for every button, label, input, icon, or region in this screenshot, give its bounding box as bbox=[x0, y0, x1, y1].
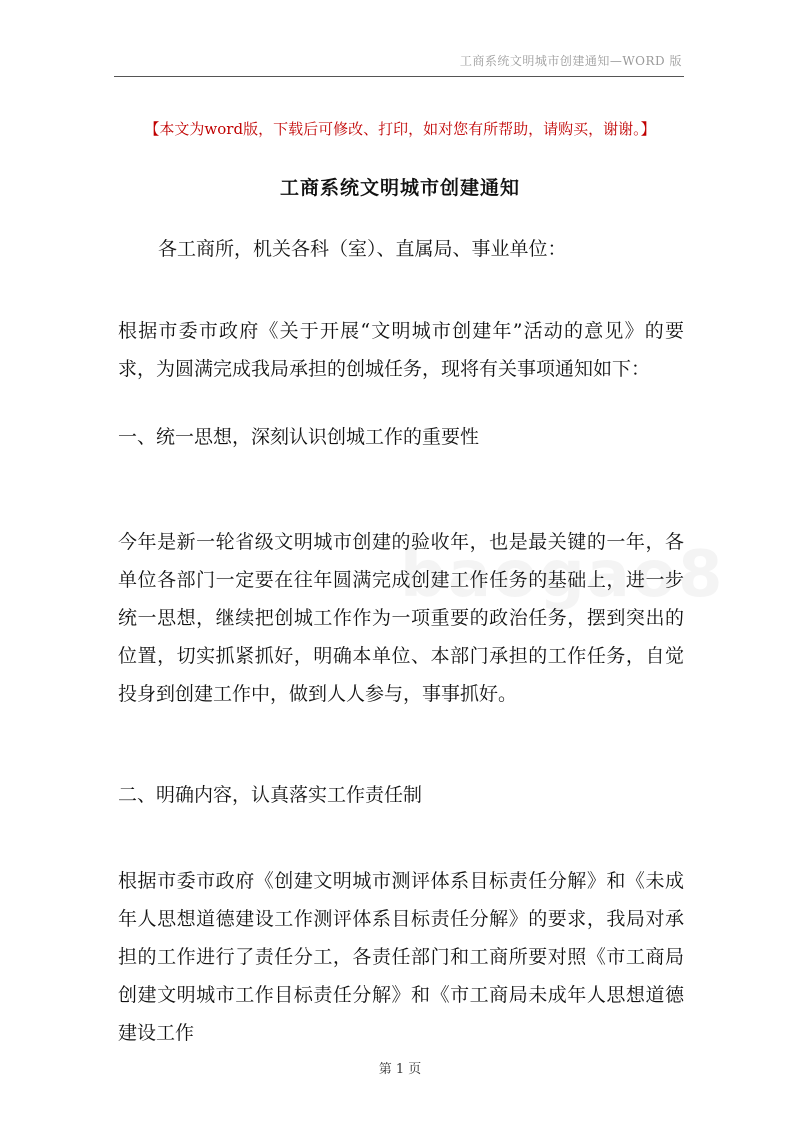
paragraph-section-2: 根据市委市政府《创建文明城市测评体系目标责任分解》和《未成年人思想道德建设工作测评体系目标责任分解》的要求，我局对承担的工作进行了责任分工，各责任部门和工商所要对照《市工商局创建文明城市工作目标责任分解》和《市工商局未成年人思想道德建设工作 bbox=[118, 870, 684, 1044]
document-title: 工商系统文明城市创建通知 bbox=[279, 177, 520, 199]
paragraph-intro: 根据市委市政府《关于开展“文明城市创建年”活动的意见》的要求，为圆满完成我局承担的创城任务，现将有关事项通知如下： bbox=[118, 320, 684, 380]
section-heading-2: 二、明确内容，认真落实工作责任制 bbox=[118, 784, 423, 806]
paragraph-section-1: 今年是新一轮省级文明城市创建的验收年，也是最关键的一年，各单位各部门一定要在往年圆满完成创建工作任务的基础上，进一步统一思想，继续把创城工作作为一项重要的政治任务，摆到突出的位置，切实抓紧抓好，明确本单位、本部门承担的工作任务，自觉投身到创建工作中，做到人人参与，事事抓好。 bbox=[118, 531, 684, 705]
salutation: 各工商所，机关各科（室）、直属局、事业单位： bbox=[158, 238, 567, 260]
running-header: 工商系统文明城市创建通知—WORD 版 bbox=[459, 54, 682, 68]
purchase-notice: 【本文为word版，下载后可修改、打印，如对您有所帮助，请购买，谢谢。】 bbox=[144, 120, 656, 138]
header-divider bbox=[114, 76, 684, 77]
page-number: 第 1 页 bbox=[378, 1062, 422, 1077]
section-heading-1: 一、统一思想，深刻认识创城工作的重要性 bbox=[118, 426, 480, 448]
